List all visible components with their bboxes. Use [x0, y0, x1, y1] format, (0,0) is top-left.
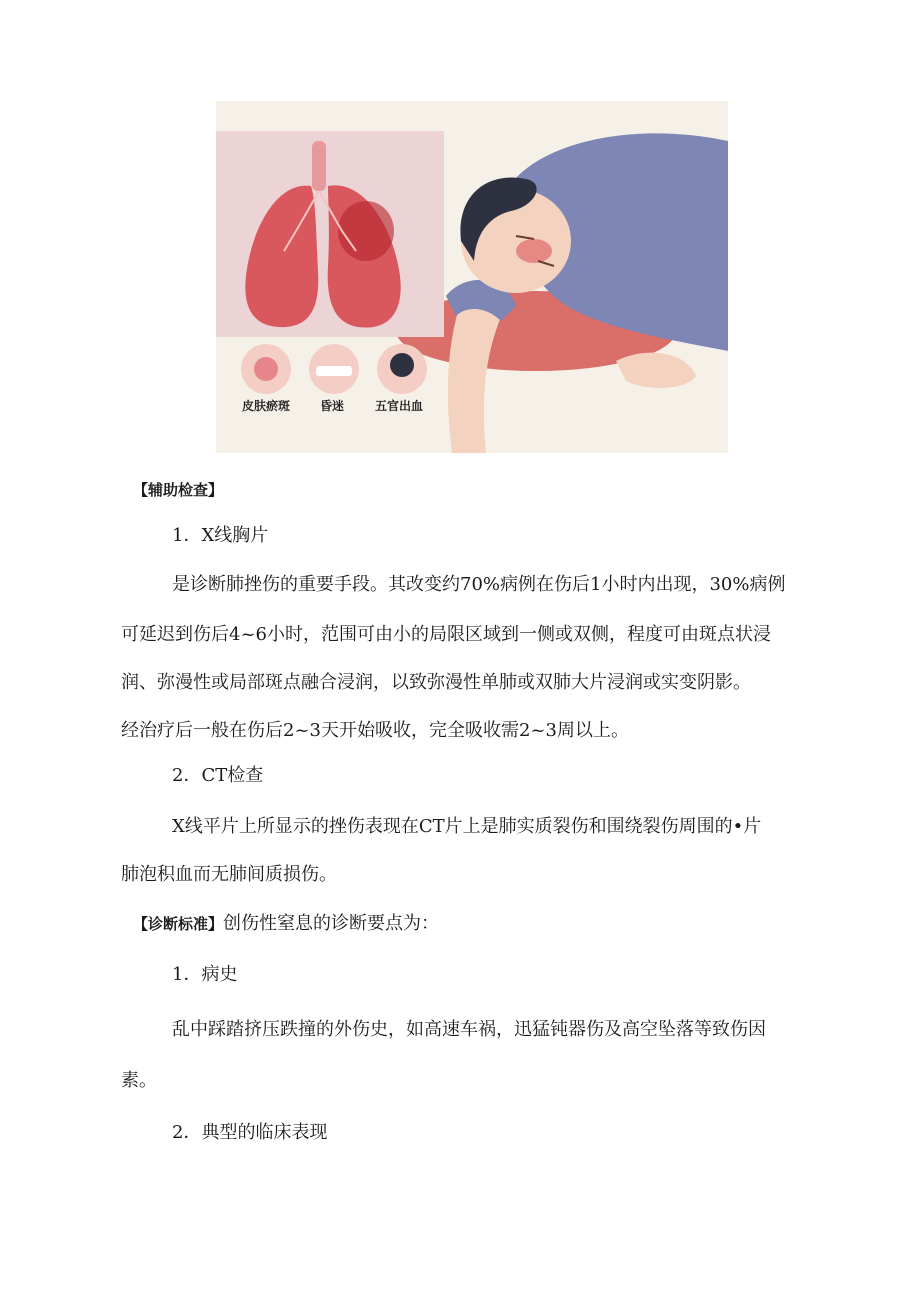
aux-item1-line-4: 经治疗后一般在伤后2~3天开始吸收，完全吸收需2~3周以上。	[121, 720, 629, 741]
diag-item1-line-2: 素。	[121, 1070, 157, 1091]
figure-label-facial-bleeding: 五官出血	[375, 399, 424, 413]
aux-item1-line-1: 是诊断肺挫伤的重要手段。其改变约70%病例在伤后1小时内出现，30%病例	[172, 574, 786, 595]
diag-heading-line	[133, 909, 439, 935]
aux-item1-title: 1．X线胸片	[172, 525, 269, 546]
illustration-figure	[216, 101, 728, 453]
diag-item1-line-1: 乱中踩踏挤压跌撞的外伤史，如高速车祸，迅猛钝器伤及高空坠落等致伤因	[172, 1019, 766, 1040]
aux-heading: 【辅助检查】	[133, 481, 224, 499]
diag-heading-rest: 创伤性窒息的诊断要点为：	[223, 913, 440, 934]
diag-heading: 【诊断标准】	[133, 915, 224, 933]
figure-label-coma: 昏迷	[320, 399, 345, 413]
diag-item1-title: 1．病史	[172, 964, 238, 985]
lung-injury-illustration	[216, 101, 728, 453]
diag-item2-title: 2．典型的临床表现	[172, 1122, 328, 1143]
aux-item1-line-2: 可延迟到伤后4~6小时，范围可由小的局限区域到一侧或双侧，程度可由斑点状浸	[121, 624, 771, 645]
aux-item2-line-1: X线平片上所显示的挫伤表现在CT片上是肺实质裂伤和围绕裂伤周围的•片	[172, 816, 762, 837]
aux-item2-line-2: 肺泡积血而无肺间质损伤。	[121, 864, 337, 885]
aux-item2-title: 2．CT检查	[172, 765, 264, 786]
figure-label-skin-bruise: 皮肤瘀斑	[242, 399, 291, 413]
aux-item1-line-3: 润、弥漫性或局部斑点融合浸润，以致弥漫性单肺或双肺大片浸润或实变阴影。	[121, 672, 751, 693]
